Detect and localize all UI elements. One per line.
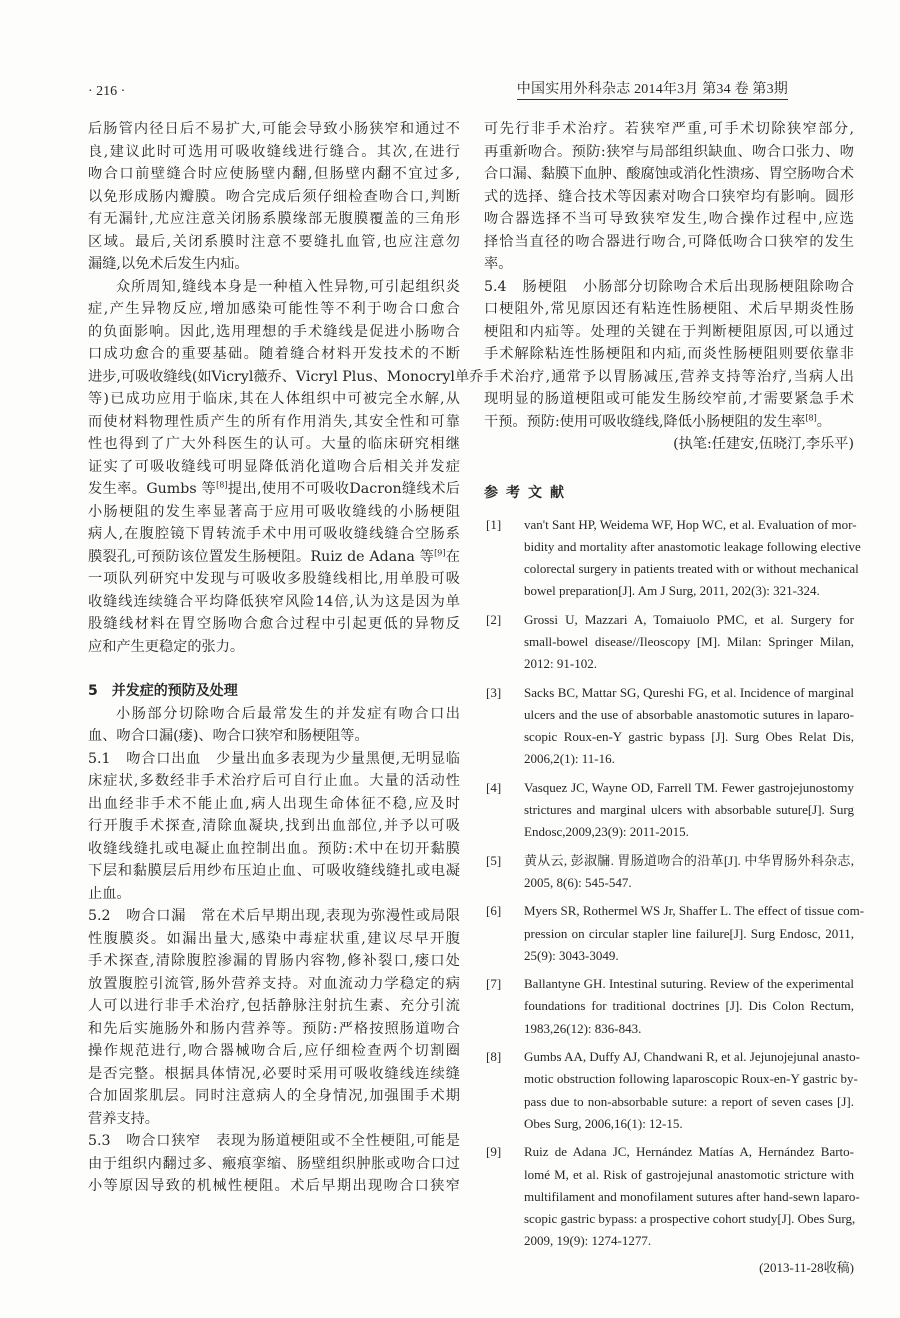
reference-item	[484, 777, 854, 844]
reference-item	[484, 1046, 860, 1135]
text-line: 式的选择、缝合技术等因素对吻合口狭窄均有影响。圆形	[484, 188, 854, 205]
text-line: 现明显的肠道梗阻或可能发生肠绞窄前,才需要紧急手术	[484, 391, 854, 407]
reference-text-line: Endosc,2009,23(9): 2011-2015.	[524, 824, 689, 840]
text-line: 后肠管内径日后不易扩大,可能会导致小肠狭窄和通过不	[88, 121, 460, 137]
reference-text-line: Vasquez JC, Wayne OD, Farrell TM. Fewer gastrojejunostomy	[524, 779, 854, 795]
text-line: 营养支持。	[88, 1110, 159, 1127]
section-5-intro	[88, 703, 460, 748]
paragraph-suture-materials	[88, 276, 484, 659]
text-line: 下层和黏膜层后用纱布压迫止血、可吸收缝线缝扎或电凝	[88, 863, 460, 879]
reference-text-line: 2012: 91-102.	[524, 656, 597, 672]
references-heading: 参考文献	[484, 484, 572, 501]
reference-item	[484, 682, 854, 771]
text-line: 5.3 吻合口狭窄 表现为肠道梗阻或不全性梗阻,可能是	[88, 1133, 460, 1149]
text-line: 股缝线材料在胃空肠吻合愈合过程中引起更低的异物反	[88, 616, 460, 632]
reference-text-line: Grossi U, Mazzari A, Tomaiuolo PMC, et al. Surgery for	[524, 611, 854, 627]
reference-number: [6]	[486, 903, 502, 919]
section-5-3-stenosis	[88, 1130, 460, 1198]
text-line: 小肠梗阻的发生率显著高于应用可吸收缝线的小肠梗阻	[88, 503, 460, 520]
reference-text-line: Ballantyne GH. Intestinal suturing. Review of the experimental	[524, 976, 854, 992]
text-line: 性也得到了广大外科医生的认可。大量的临床研究相继	[88, 436, 460, 452]
text-line: 可先行非手术治疗。若狭窄严重,可手术切除狭窄部分,	[484, 121, 854, 137]
text-line: 收缝线缝扎或电凝止血控制出血。预防:术中在切开黏膜	[88, 840, 460, 857]
citation-marker: [8]	[805, 412, 817, 422]
reference-list	[484, 514, 865, 1253]
reference-number: [9]	[486, 1144, 502, 1160]
text-line: 小等原因导致的机械性梗阻。术后早期出现吻合口狭窄	[88, 1178, 460, 1194]
paragraph-suture-technique	[88, 118, 460, 276]
reference-number: [1]	[486, 516, 502, 532]
text-line: 病人,在腹腔镜下胃转流手术中用可吸收缝线缝合空肠系	[88, 526, 460, 542]
reference-text-line: scopic Roux-en-Y gastric bypass [J]. Surg Obes Relat Dis,	[524, 729, 854, 745]
reference-text-line: van't Sant HP, Weidema WF, Hop WC, et al. Evaluation of mor-	[524, 516, 857, 532]
reference-text-line: Ruiz de Adana JC, Hernández Matías A, Hernández Barto-	[524, 1144, 854, 1160]
text-line: 进步,可吸收缝线(如Vicryl薇乔、Vicryl Plus、Monocryl单乔	[88, 368, 484, 385]
text-line: 操作规范进行,吻合器械吻合后,应仔细检查两个切割圈	[88, 1043, 460, 1059]
reference-text-line: scopic gastric bypass: a prospective cohort study[J]. Obes Surg,	[524, 1211, 856, 1227]
text-line: 口梗阻外,常见原因还有粘连性肠梗阻、术后早期炎性肠	[484, 301, 854, 317]
reference-text-line: motic obstruction following laparoscopic Roux-en-Y gastric by-	[524, 1071, 858, 1087]
reference-number: [8]	[486, 1049, 502, 1065]
text-line: 的负面影响。因此,选用理想的手术缝线是促进小肠吻合	[88, 323, 460, 340]
text-line: 以免形成肠内瓣膜。吻合完成后须仔细检查吻合口,判断	[88, 188, 460, 205]
text-line: 和先后实施肠外和肠内营养等。预防:严格按照肠道吻合	[88, 1020, 460, 1037]
reference-text-line: bidity and mortality after anastomotic leakage following elective	[524, 538, 861, 554]
text-line: 而使材料物理性质产生的所有作用消失,其安全性和可靠	[88, 413, 460, 430]
text-line: 梗阻和内疝等。处理的关键在于判断梗阻原因,可以通过	[484, 323, 854, 340]
text-line: 症,产生异物反应,增加感染可能性等不利于吻合口愈合	[88, 301, 460, 317]
citation-marker: [9]	[434, 547, 446, 557]
text-line: 漏缝,以免术后发生内疝。	[88, 256, 249, 272]
section-5-heading: 5 并发症的预防及处理	[88, 683, 238, 699]
text-line: 合加固浆肌层。同时注意病人的全身情况,加强围手术期	[88, 1088, 460, 1104]
text-line: 出血经非手术不能止血,病人出现生命体征不稳,应及时	[88, 795, 460, 812]
right-column	[484, 118, 865, 1279]
text-line: 手术探查,清除腹腔渗漏的胃肠内容物,修补裂口,瘘口处	[88, 953, 460, 969]
reference-number: [7]	[486, 976, 502, 992]
reference-text-line: foundations for traditional doctrines [J]. Dis Colon Rectum,	[524, 998, 854, 1014]
reference-item	[484, 850, 854, 895]
text-line: 由于组织内翻过多、瘢痕挛缩、肠壁组织肿胀或吻合口过	[88, 1155, 460, 1172]
page-number: · 216 ·	[88, 84, 126, 99]
reference-text-line: 2009, 19(9): 1274-1277.	[524, 1233, 652, 1249]
text-line: 性腹膜炎。如漏出量大,感染中毒症状重,建议尽早开腹	[88, 930, 460, 947]
reference-item	[484, 1141, 860, 1252]
text-line: 手术解除粘连性肠梗阻和内疝,而炎性肠梗阻则要依靠非	[484, 346, 854, 362]
reference-number: [5]	[486, 852, 502, 868]
reference-item	[484, 900, 865, 967]
reference-text-line: pass due to non-absorbable suture: a report of seven cases [J].	[524, 1093, 854, 1109]
reference-text-line: multifilament and monofilament sutures after hand-sewn laparo-	[524, 1188, 860, 1204]
text-line: 干预。预防:使用可吸收缝线,降低小肠梗阻的发生率[8]。	[484, 412, 831, 430]
text-line: 放置腹腔引流管,肠外营养支持。对血流动力学稳定的病	[88, 975, 460, 992]
reference-number: [2]	[486, 611, 502, 627]
text-line: 手术治疗,通常予以胃肠减压,营养支持等治疗,当病人出	[484, 368, 854, 385]
text-line: 应和产生更稳定的张力。	[88, 638, 245, 655]
received-date: (2013-11-28收稿)	[759, 1259, 854, 1275]
reference-item	[484, 973, 854, 1040]
citation-marker: [8]	[216, 480, 228, 490]
reference-item	[484, 514, 861, 603]
reference-text-line: Sacks BC, Mattar SG, Qureshi FG, et al. Incidence of marginal	[524, 684, 854, 700]
reference-text-line: pression on circular stapler line failure[J]. Surg Endosc, 2011,	[524, 925, 854, 941]
section-5-3-stenosis-continued	[484, 118, 854, 276]
reference-text-line: 2005, 8(6): 545-547.	[524, 874, 632, 890]
text-line: 合口漏、黏膜下血肿、酸腐蚀或消化性溃疡、胃空肠吻合术	[484, 166, 854, 182]
text-line: 吻合口前壁缝合时应使肠壁内翻,但肠壁内翻不宜过多,	[88, 166, 460, 182]
reference-text-line: lomé M, et al. Risk of gastrojejunal anastomotic stricture with	[524, 1166, 854, 1182]
left-column	[88, 118, 484, 1198]
reference-text-line: 25(9): 3043-3049.	[524, 947, 619, 963]
reference-text-line: Obes Surg, 2006,16(1): 12-15.	[524, 1115, 683, 1131]
text-line: 5.2 吻合口漏 常在术后早期出现,表现为弥漫性或局限	[88, 908, 460, 924]
text-line: 有无漏针,尤应注意关闭肠系膜缘部无腹膜覆盖的三角形	[88, 211, 460, 227]
text-line: 5.4 肠梗阻 小肠部分切除吻合术后出现肠梗阻除吻合	[484, 278, 854, 295]
text-line: 良,建议此时可选用可吸收缝线进行缝合。其次,在进行	[88, 143, 460, 160]
section-5-4-obstruction	[484, 276, 854, 434]
reference-text-line: 黄从云, 彭淑牖. 胃肠道吻合的沿革[J]. 中华胃肠外科杂志,	[524, 852, 854, 868]
text-line: 一项队列研究中发现与可吸收多股缝线相比,用单股可吸	[88, 571, 460, 587]
text-line: 众所周知,缝线本身是一种植入性异物,可引起组织炎	[116, 278, 460, 295]
text-line: 床症状,多数经非手术治疗后可自行止血。大量的活动性	[88, 773, 460, 789]
text-line: 5.1 吻合口出血 少量出血多表现为少量黑便,无明显临	[88, 750, 460, 767]
text-line: 膜裂孔,可预防该位置发生肠梗阻。Ruiz de Adana 等[9]在	[88, 547, 460, 565]
text-line: 等)已成功应用于临床,其在人体组织中可被完全水解,从	[88, 391, 460, 407]
text-line: 小肠部分切除吻合后最常发生的并发症有吻合口出	[116, 705, 460, 722]
reference-number: [3]	[486, 684, 502, 700]
reference-text-line: colorectal surgery in patients treated with or without mechanical	[524, 561, 859, 577]
text-line: 再重新吻合。预防:狭窄与局部组织缺血、吻合口张力、吻	[484, 143, 854, 160]
authors-credit: (执笔:任建安,伍晓汀,李乐平)	[673, 436, 854, 452]
text-line: 是否完整。根据具体情况,必要时采用可吸收缝线连续缝	[88, 1065, 460, 1082]
section-gap	[88, 658, 460, 680]
text-line: 血、吻合口漏(瘘)、吻合口狭窄和肠梗阻等。	[88, 728, 369, 744]
text-line: 发生率。Gumbs 等[8]提出,使用不可吸收Dacron缝线术后	[88, 480, 460, 497]
text-line: 行开腹手术探查,清除血凝块,找到出血部位,并予以可吸	[88, 818, 460, 834]
reference-text-line: ulcers and the use of absorbable anastomotic sutures in laparo-	[524, 706, 854, 722]
reference-text-line: 2006,2(1): 11-16.	[524, 751, 615, 767]
text-line: 区域。最后,关闭系膜时注意不要缝扎血管,也应注意勿	[88, 233, 460, 250]
text-line: 率。	[484, 256, 513, 272]
reference-text-line: strictures and marginal ulcers with absorbable suture[J]. Surg	[524, 802, 854, 818]
reference-text-line: Gumbs AA, Duffy AJ, Chandwani R, et al. Jejunojejunal anasto-	[524, 1049, 860, 1065]
text-line: 证实了可吸收缝线可明显降低消化道吻合后相关并发症	[88, 458, 460, 475]
reference-item	[484, 609, 854, 676]
section-5-2-leak	[88, 905, 460, 1130]
text-line: 择恰当直径的吻合器进行吻合,可降低吻合口狭窄的发生	[484, 233, 854, 250]
journal-running-head: 中国实用外科杂志 2014年3月 第34 卷 第3期	[517, 78, 788, 100]
text-line: 收缝线连续缝合平均降低狭窄风险14倍,认为这是因为单	[88, 593, 460, 610]
reference-text-line: Myers SR, Rothermel WS Jr, Shaffer L. The effect of tissue com-	[524, 903, 865, 919]
reference-number: [4]	[486, 779, 502, 795]
text-line: 人可以进行非手术治疗,包括静脉注射抗生素、充分引流	[88, 998, 460, 1014]
text-line: 吻合器选择不当可导致狭窄发生,吻合操作过程中,应选	[484, 211, 854, 227]
reference-text-line: bowel preparation[J]. Am J Surg, 2011, 202(3): 321-324.	[524, 583, 820, 599]
section-5-1-bleeding	[88, 748, 460, 906]
reference-text-line: 1983,26(12): 836-843.	[524, 1020, 642, 1036]
text-line: 口成功愈合的重要基础。随着缝合材料开发技术的不断	[88, 346, 460, 362]
text-line: 止血。	[88, 885, 131, 902]
reference-text-line: small-bowel disease//Ileoscopy [M]. Milan: Springer Milan,	[524, 633, 854, 649]
